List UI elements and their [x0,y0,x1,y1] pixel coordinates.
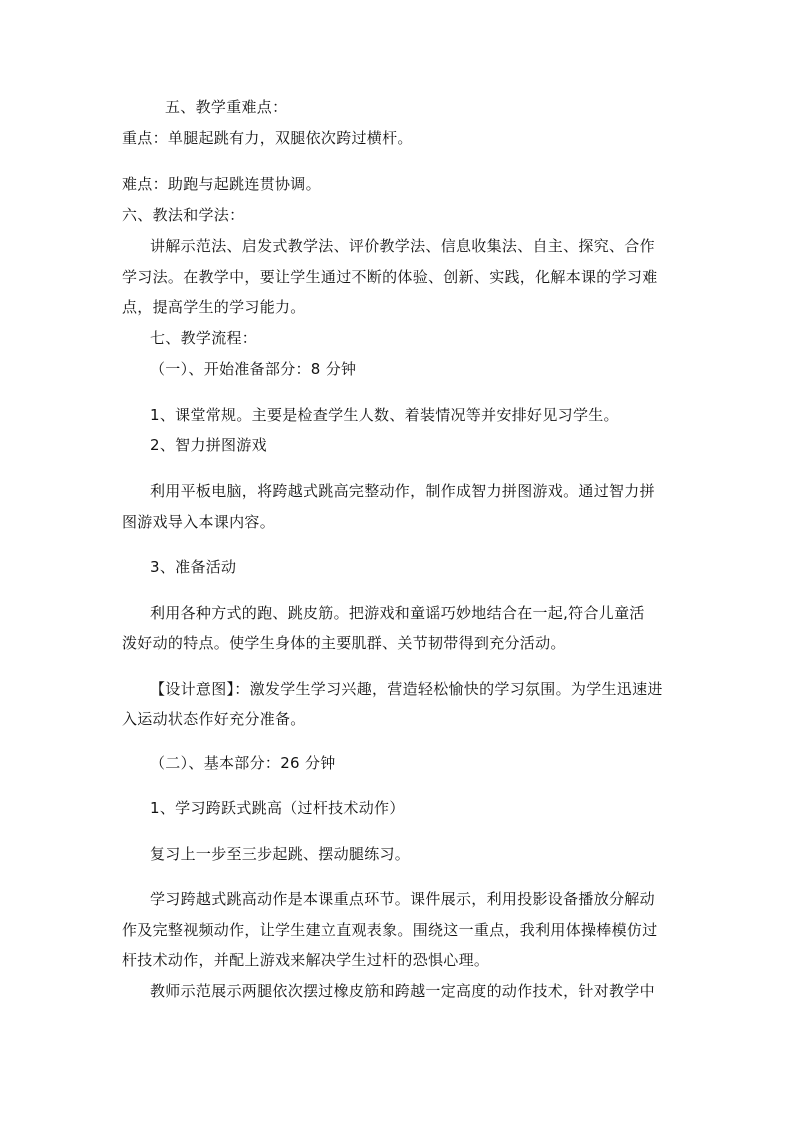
learn-paragraph-line-2: 作及完整视频动作，让学生建立直观表象。围绕这一重点，我利用体操棒模仿过 [122,921,658,939]
heading-methods: 六、教法和学法： [122,206,245,224]
methods-paragraph-line-3: 点，提高学生的学习能力。 [122,298,306,316]
demo-paragraph-line-1: 教师示范展示两腿依次摆过橡皮筋和跨越一定高度的动作技术，针对教学中 [150,982,655,1000]
puzzle-paragraph-line-1: 利用平板电脑，将跨越式跳高完整动作，制作成智力拼图游戏。通过智力拼 [150,482,655,500]
learn-paragraph-line-1: 学习跨越式跳高动作是本课重点环节。课件展示，利用投影设备播放分解动 [150,890,655,908]
warmup-paragraph-line-2: 泼好动的特点。使学生身体的主要肌群、关节韧带得到充分活动。 [122,634,566,652]
learn-paragraph-line-3: 杆技术动作，并配上游戏来解决学生过杆的恐惧心理。 [122,951,490,969]
difficult-point-text: 难点：助跑与起跳连贯协调。 [122,175,321,193]
design-intent-line-2: 入运动状态作好充分准备。 [122,710,306,728]
key-point-text: 重点：单腿起跳有力，双腿依次跨过横杆。 [122,129,413,147]
warmup-paragraph-line-1: 利用各种方式的跑、跳皮筋。把游戏和童谣巧妙地结合在一起,符合儿童活 [150,604,645,622]
heading-process: 七、教学流程： [150,329,258,347]
learn-jump-item: 1、学习跨跃式跳高（过杆技术动作） [150,799,405,817]
heading-key-points: 五、教学重难点： [165,98,288,116]
section-warmup-heading: （一）、开始准备部分：8 分钟 [150,360,357,378]
methods-paragraph-line-2: 学习法。在教学中，要让学生通过不断的体验、创新、实践，化解本课的学习难 [122,268,658,286]
design-intent-line-1: 【设计意图】：激发学生学习兴趣，营造轻松愉快的学习氛围。为学生迅速进 [150,680,663,698]
section-basic-heading: （二）、基本部分：26 分钟 [150,754,336,772]
routine-item: 1、课堂常规。主要是检查学生人数、着装情况等并安排好见习学生。 [150,406,619,424]
warmup-activity-item: 3、准备活动 [150,558,237,576]
methods-paragraph-line-1: 讲解示范法、启发式教学法、评价教学法、信息收集法、自主、探究、合作 [150,237,655,255]
puzzle-paragraph-line-2: 图游戏导入本课内容。 [122,513,276,531]
review-paragraph: 复习上一步至三步起跳、摆动腿练习。 [150,845,411,863]
puzzle-game-item: 2、智力拼图游戏 [150,436,267,454]
